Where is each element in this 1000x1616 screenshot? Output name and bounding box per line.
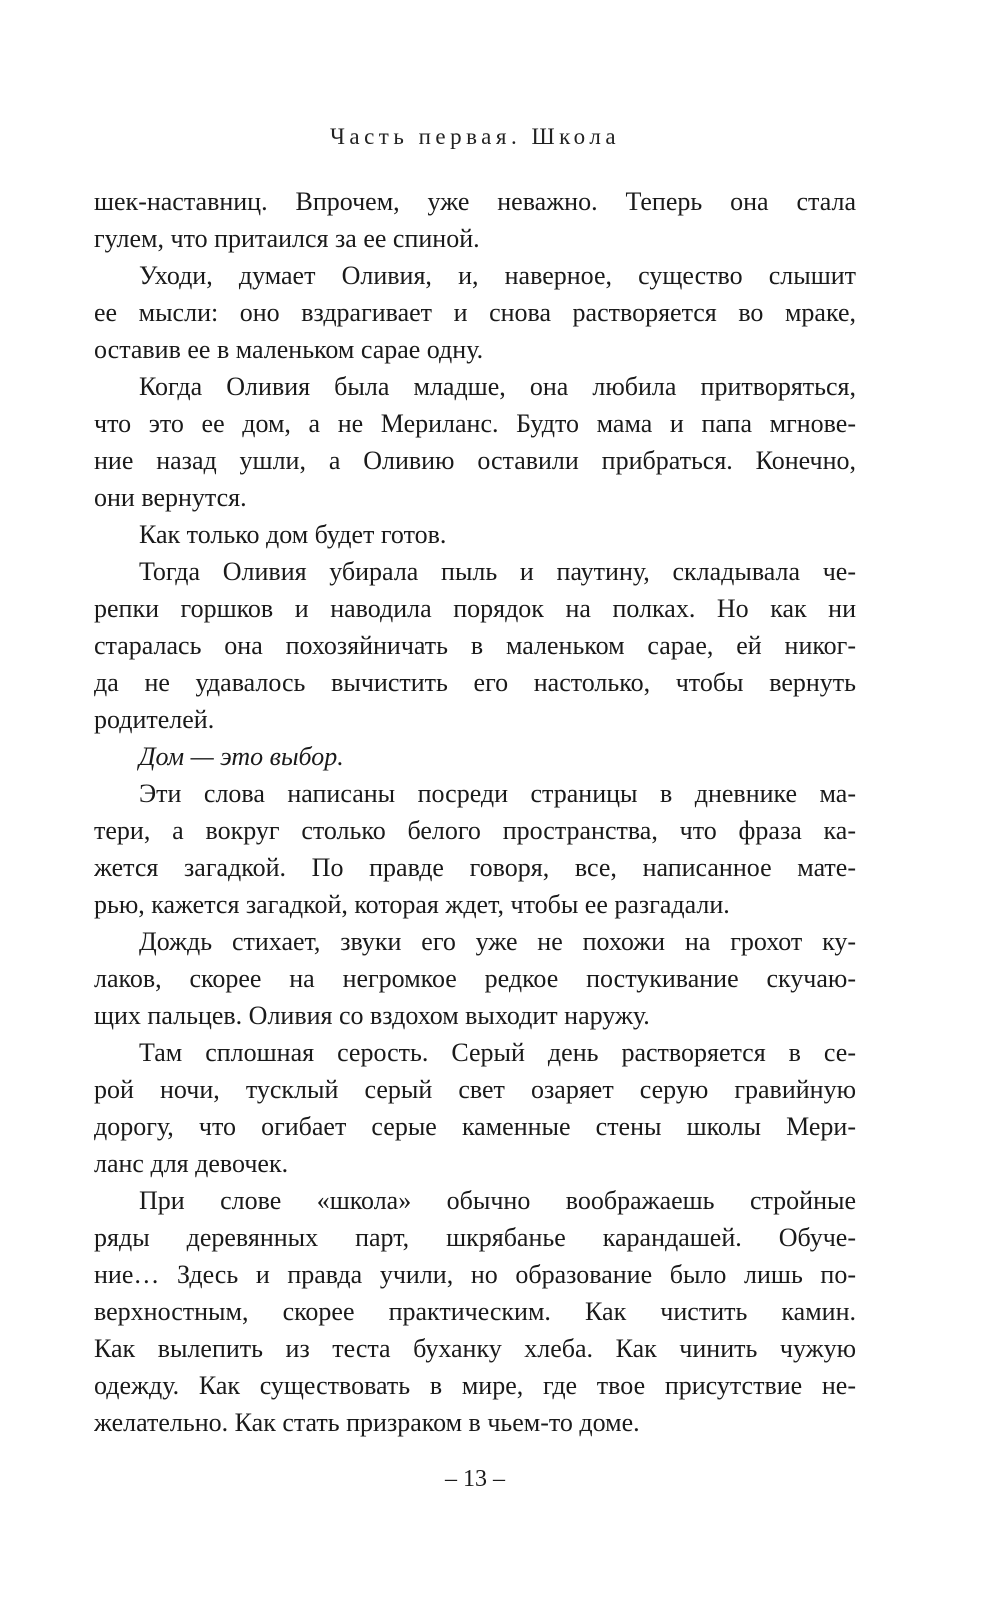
- body-line: Там сплошная серость. Серый день растворяется в се-: [139, 1038, 856, 1067]
- body-line: щих пальцев. Оливия со вздохом выходит наружу.: [94, 1001, 650, 1030]
- body-line: ряды деревянных парт, шкрябанье карандашей. Обуче-: [94, 1223, 856, 1252]
- body-line: тери, а вокруг столько белого пространства, что фраза ка-: [94, 816, 856, 845]
- body-line: репки горшков и наводила порядок на полках. Но как ни: [94, 594, 856, 623]
- body-line: ее мысли: оно вздрагивает и снова растворяется во мраке,: [94, 298, 856, 327]
- body-line: При слове «школа» обычно воображаешь стройные: [139, 1186, 856, 1215]
- page-number: – 13 –: [445, 1466, 505, 1492]
- body-line: Дождь стихает, звуки его уже не похожи на грохот ку-: [139, 927, 856, 956]
- body-line: одежду. Как существовать в мире, где твое присутствие не-: [94, 1371, 856, 1400]
- body-line: верхностным, скорее практическим. Как чистить камин.: [94, 1297, 856, 1326]
- body-line: ние… Здесь и правда учили, но образование было лишь по-: [94, 1260, 856, 1289]
- body-line: оставив ее в маленьком сарае одну.: [94, 335, 484, 364]
- body-line: Эти слова написаны посреди страницы в дневнике ма-: [139, 779, 856, 808]
- body-line: рой ночи, тусклый серый свет озаряет серую гравийную: [94, 1075, 856, 1104]
- body-line: Когда Оливия была младше, она любила притворяться,: [139, 372, 856, 401]
- text-block: [94, 183, 856, 1441]
- body-line: гулем, что притаился за ее спиной.: [94, 224, 480, 253]
- body-line: они вернутся.: [94, 483, 247, 512]
- body-line: ние назад ушли, а Оливию оставили прибраться. Конечно,: [94, 446, 856, 475]
- body-line: желательно. Как стать призраком в чьем-то доме.: [94, 1408, 640, 1437]
- body-line: да не удавалось вычистить его настолько, чтобы вернуть: [94, 668, 856, 697]
- body-line: Как только дом будет готов.: [139, 520, 447, 549]
- body-line: Уходи, думает Оливия, и, наверное, существо слышит: [139, 261, 856, 290]
- body-line: дорогу, что огибает серые каменные стены школы Мери-: [94, 1112, 856, 1141]
- body-line: лаков, скорее на негромкое редкое постукивание скучаю-: [94, 964, 856, 993]
- running-header: Часть первая. Школа: [329, 124, 621, 149]
- body-line: что это ее дом, а не Мериланс. Будто мама и папа мгнове-: [94, 409, 856, 438]
- body-line: жется загадкой. По правде говоря, все, написанное мате-: [94, 853, 856, 882]
- body-line: старалась она похозяйничать в маленьком сарае, ей никог-: [94, 631, 856, 660]
- body-line: родителей.: [94, 705, 215, 734]
- body-line: Дом — это выбор.: [139, 742, 344, 771]
- body-line: шек-наставниц. Впрочем, уже неважно. Теперь она стала: [94, 187, 856, 216]
- body-line: Как вылепить из теста буханку хлеба. Как чинить чужую: [94, 1334, 856, 1363]
- body-line: рью, кажется загадкой, которая ждет, чтобы ее разгадали.: [94, 890, 730, 919]
- body-line: Тогда Оливия убирала пыль и паутину, складывала че-: [139, 557, 856, 586]
- body-line: ланс для девочек.: [94, 1149, 289, 1178]
